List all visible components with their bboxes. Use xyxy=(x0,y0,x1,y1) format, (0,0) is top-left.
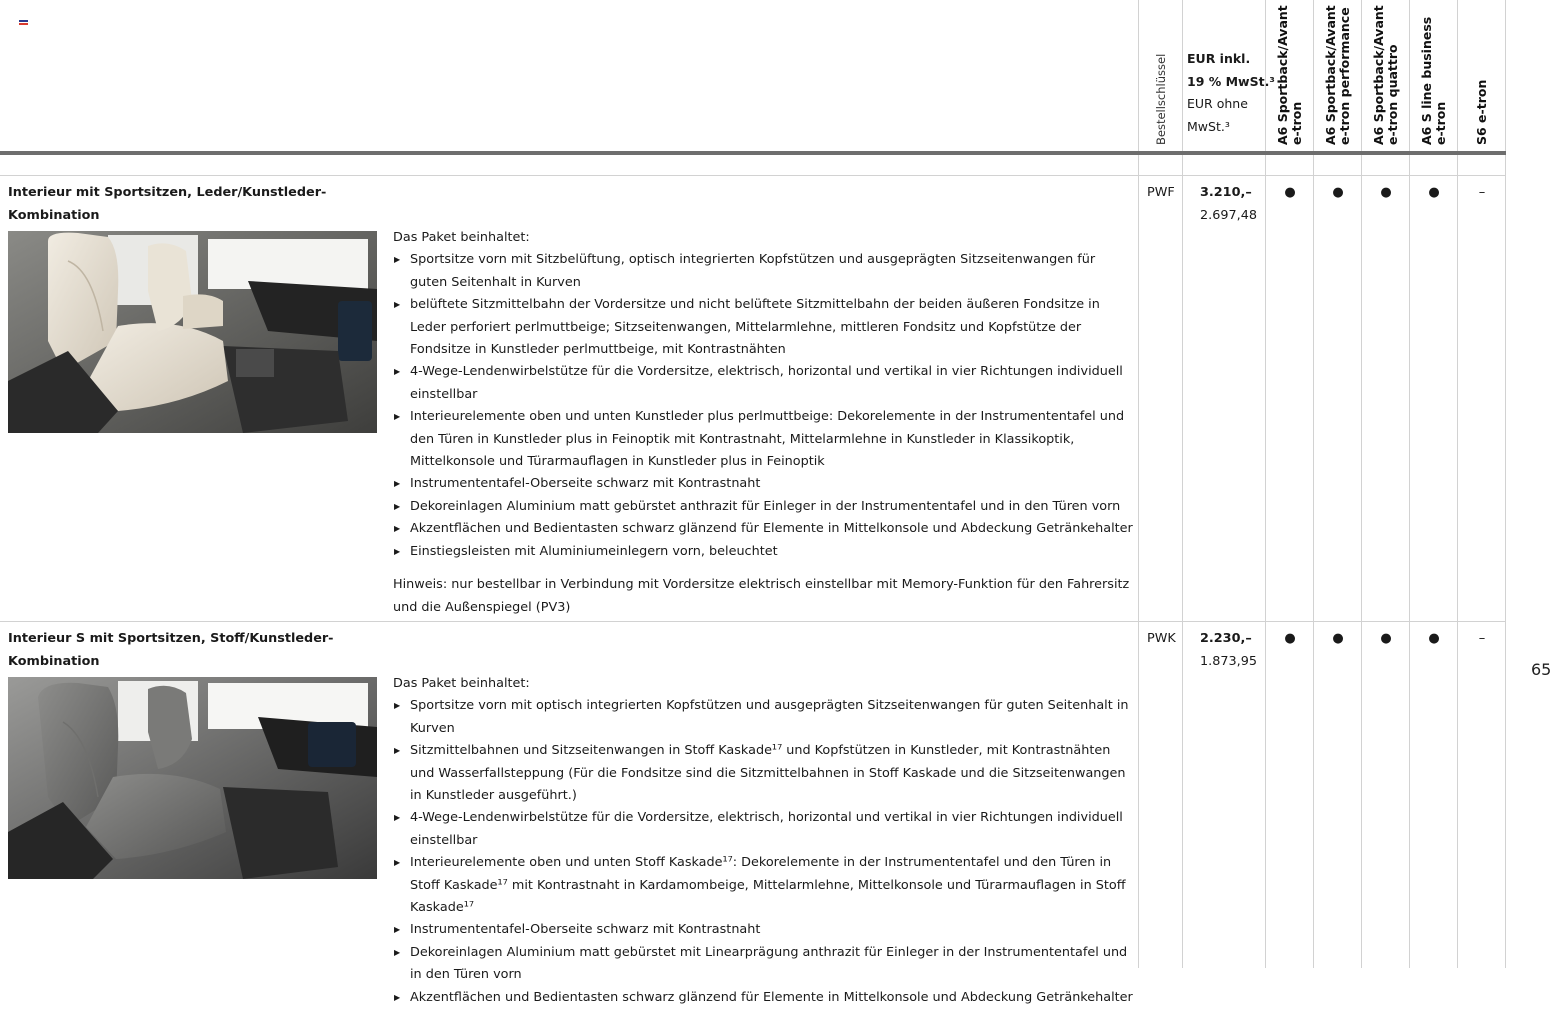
availability-mark: ● xyxy=(1332,631,1344,646)
bullet-arrow-icon: ▶ xyxy=(394,501,401,511)
option-title: Interieur S mit Sportsitzen, Stoff/Kunstleder-Kombination xyxy=(8,631,334,669)
option-description xyxy=(393,227,1133,619)
option-price xyxy=(1200,628,1257,673)
availability-mark: – xyxy=(1478,631,1486,646)
page-number: 65 xyxy=(1531,660,1551,679)
price-excl-label: EUR ohne xyxy=(1187,96,1248,111)
bullet-arrow-icon: ▶ xyxy=(394,367,401,377)
model-header-5: S6 e-tron xyxy=(1474,79,1489,145)
bullet-arrow-icon: ▶ xyxy=(394,300,401,310)
option-title: Interieur mit Sportsitzen, Leder/Kunstleder-Kombination xyxy=(8,185,327,223)
package-intro: Das Paket beinhaltet: xyxy=(393,676,530,691)
grid-line xyxy=(1265,0,1266,968)
price-excl-value: 2.697,48 xyxy=(1200,207,1257,223)
list-item: ▶ Interieurelemente oben und unten Kunstleder plus perlmuttbeige: Dekorelemente in der Instrumententafel und den Türen in Kunstleder plus in Feinoptik mit Kontrastnaht, Mittelarmlehne in Kunstleder in Klassikoptik, Mittelkonsole und Türarmauflagen in Kunstleder plus in Feinoptik xyxy=(393,406,1133,473)
availability-mark: ● xyxy=(1428,631,1440,646)
list-item: ▶ 4-Wege-Lendenwirbelstütze für die Vordersitze, elektrisch, horizontal und vertikal in vier Richtungen individuell einstellbar xyxy=(393,807,1133,852)
list-item: ▶ Dekoreinlagen Aluminium matt gebürstet anthrazit für Einleger in der Instrumententafel und in den Türen vorn xyxy=(393,496,1133,518)
grid-line xyxy=(1457,0,1458,968)
bullet-arrow-icon: ▶ xyxy=(394,947,401,957)
model-header-1: A6 Sportback/Avant e-tron xyxy=(1275,5,1304,145)
list-item: ▶ 4-Wege-Lendenwirbelstütze für die Vordersitze, elektrisch, horizontal und vertikal in vier Richtungen individuell einstellbar xyxy=(393,361,1133,406)
bullet-arrow-icon: ▶ xyxy=(394,813,401,823)
availability-mark: ● xyxy=(1284,185,1296,200)
list-item: ▶ Instrumententafel-Oberseite schwarz mit Kontrastnaht xyxy=(393,473,1133,495)
model-header-2: A6 Sportback/Avant e-tron performance xyxy=(1323,5,1352,145)
bullet-arrow-icon: ▶ xyxy=(394,746,401,756)
grid-line xyxy=(1361,0,1362,968)
bullet-arrow-icon: ▶ xyxy=(394,925,401,935)
grid-line xyxy=(1505,0,1506,968)
row-divider xyxy=(0,621,1506,622)
option-price xyxy=(1200,182,1257,227)
list-item: ▶ Instrumententafel-Oberseite schwarz mit Kontrastnaht xyxy=(393,919,1133,941)
bestellschluessel-header: Bestellschlüssel xyxy=(1154,53,1168,145)
list-item: ▶ Einstiegsleisten mit Aluminiumeinlegern vorn, beleuchtet xyxy=(393,541,1133,563)
price-incl-value: 2.230,– xyxy=(1200,631,1252,646)
price-incl-value: 3.210,– xyxy=(1200,185,1252,200)
language-flag-icon xyxy=(19,20,28,27)
bullet-arrow-icon: ▶ xyxy=(394,546,401,556)
availability-mark: ● xyxy=(1332,185,1344,200)
row-divider xyxy=(0,175,1506,176)
order-code: PWK xyxy=(1147,631,1176,646)
price-incl-label: EUR inkl. xyxy=(1187,51,1251,66)
model-header-4: A6 S line business e-tron xyxy=(1419,16,1448,145)
bullet-arrow-icon: ▶ xyxy=(394,524,401,534)
list-item: ▶ Akzentflächen und Bedientasten schwarz glänzend für Elemente in Mittelkonsole und Abdeckung Getränkehalter xyxy=(393,987,1133,1009)
list-item: ▶ Sportsitze vorn mit Sitzbelüftung, optisch integrierten Kopfstützen und ausgeprägten Sitzseitenwangen für guten Seitenhalt in Kurven xyxy=(393,249,1133,294)
seat-photo-grey xyxy=(8,677,377,879)
option-description xyxy=(393,673,1133,1009)
bullet-arrow-icon: ▶ xyxy=(394,701,401,711)
bullet-arrow-icon: ▶ xyxy=(394,858,401,868)
bullet-arrow-icon: ▶ xyxy=(394,412,401,422)
list-item: ▶ Akzentflächen und Bedientasten schwarz glänzend für Elemente in Mittelkonsole und Abdeckung Getränkehalter xyxy=(393,518,1133,540)
list-item: ▶ belüftete Sitzmittelbahn der Vordersitze und nicht belüftete Sitzmittelbahn der beiden äußeren Fondsitze in Leder perforiert perlmuttbeige; Sitzseitenwangen, Mittelarmlehne, mittleren Fondsitz und Kopfstütze der Fondsitze in Kunstleder perlmuttbeige, mit Kontrastnähten xyxy=(393,294,1133,361)
feature-list xyxy=(393,249,1133,563)
list-item: ▶ Sitzmittelbahnen und Sitzseitenwangen in Stoff Kaskade¹⁷ und Kopfstützen in Kunstleder, mit Kontrastnähten und Wasserfallsteppung (Für die Fondsitze sind die Sitzmittelbahnen in Stoff Kaskade und die Sitzseitenwangen in Kunstleder ausgeführt.) xyxy=(393,740,1133,807)
package-intro: Das Paket beinhaltet: xyxy=(393,230,530,245)
price-excl-value: 1.873,95 xyxy=(1200,653,1257,669)
price-header xyxy=(1187,48,1275,138)
list-item: ▶ Sportsitze vorn mit optisch integrierten Kopfstützen und ausgeprägten Sitzseitenwangen für guten Seitenhalt in Kurven xyxy=(393,695,1133,740)
availability-mark: ● xyxy=(1380,631,1392,646)
bullet-arrow-icon: ▶ xyxy=(394,479,401,489)
availability-mark: ● xyxy=(1380,185,1392,200)
feature-list xyxy=(393,695,1133,1009)
bullet-arrow-icon: ▶ xyxy=(394,992,401,1002)
availability-mark: – xyxy=(1478,185,1486,200)
list-item: ▶ Dekoreinlagen Aluminium matt gebürstet mit Linearprägung anthrazit für Einleger in der Instrumententafel und in den Türen vorn xyxy=(393,942,1133,987)
order-code: PWF xyxy=(1147,185,1175,200)
grid-line xyxy=(1409,0,1410,968)
option-note: Hinweis: nur bestellbar in Verbindung mit Vordersitze elektrisch einstellbar mit Memory-Funktion für den Fahrersitz und die Außenspiegel (PV3) xyxy=(393,577,1130,615)
price-incl-label-2: 19 % MwSt.³ xyxy=(1187,73,1275,89)
seat-photo-beige xyxy=(8,231,377,433)
grid-line xyxy=(1313,0,1314,968)
header-rule xyxy=(0,151,1506,155)
model-header-3: A6 Sportback/Avant e-tron quattro xyxy=(1371,5,1400,145)
grid-line xyxy=(1182,0,1183,968)
list-item: ▶ Interieurelemente oben und unten Stoff Kaskade¹⁷: Dekorelemente in der Instrumententafel und den Türen in Stoff Kaskade¹⁷ mit Kontrastnaht in Kardamombeige, Mittelarmlehne, Mittelkonsole und Türarmauflagen in Stoff Kaskade¹⁷ xyxy=(393,852,1133,919)
bullet-arrow-icon: ▶ xyxy=(394,255,401,265)
grid-line xyxy=(1138,0,1139,968)
availability-mark: ● xyxy=(1284,631,1296,646)
price-excl-label-2: MwSt.³ xyxy=(1187,118,1230,134)
availability-mark: ● xyxy=(1428,185,1440,200)
